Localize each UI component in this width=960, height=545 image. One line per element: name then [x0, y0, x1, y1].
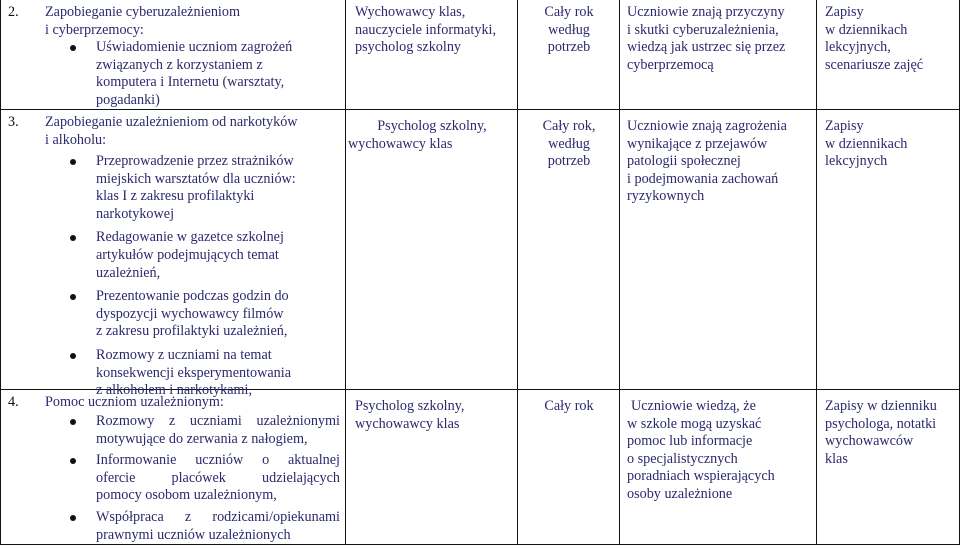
list-item: Informowanie uczniów o aktualnej ofercie placówek udzielających pomocy osobom uzależnionym,: [96, 452, 340, 505]
row-title: Zapobieganie uzależnieniom od narkotyków i alkoholu:: [45, 114, 298, 148]
list-item: Rozmowy z uczniami na temat konsekwencji eksperymentowania z alkoholem i narkotykami,: [96, 347, 340, 400]
row-number: 2.: [8, 4, 19, 20]
list-item: Rozmowy z uczniami uzależnionymi motywujące do zerwania z nałogiem,: [96, 413, 340, 448]
evaluation-cell: Zapisy w dziennikach lekcyjnych, scenariusze zajęć: [825, 4, 924, 73]
task-list: [96, 153, 340, 400]
evaluation-cell: Zapisy w dzienniku psychologa, notatki wychowawców klas: [825, 398, 937, 467]
effect-cell: Uczniowie znają przyczyny i skutki cyberuzależnienia, wiedzą jak ustrzec się przez cyberprzemocą: [627, 4, 786, 73]
bullet-icon: [70, 419, 76, 425]
evaluation-cell: Zapisy w dziennikach lekcyjnych: [825, 118, 908, 170]
bullet-icon: [70, 353, 76, 359]
responsible-cell: Psycholog szkolny, wychowawcy klas: [355, 398, 465, 432]
bullet-icon: [70, 515, 76, 521]
list-item: Przeprowadzenie przez strażników miejskich warsztatów dla uczniów: klas I z zakresu profilaktyki narkotykowej: [96, 153, 340, 223]
bullet-icon: [70, 159, 76, 165]
row-title: Pomoc uczniom uzależnionym:: [45, 394, 224, 410]
list-item: Redagowanie w gazetce szkolnej artykułów podejmujących temat uzależnień,: [96, 229, 340, 282]
term-cell: Cały rok, według potrzeb: [542, 118, 596, 170]
term-cell: Cały rok według potrzeb: [544, 4, 594, 56]
task-list: [96, 413, 340, 544]
responsible-cell: Wychowawcy klas, nauczyciele informatyki, psycholog szkolny: [355, 4, 497, 56]
task-list: [96, 39, 340, 109]
list-item: Prezentowanie podczas godzin do dyspozycji wychowawcy filmów z zakresu profilaktyki uzależnień,: [96, 288, 340, 341]
effect-cell: Uczniowie wiedzą, że w szkole mogą uzyskać pomoc lub informacje o specjalistycznych poradniach wspierających osoby uzależnione: [627, 398, 775, 502]
list-item: Współpraca z rodzicami/opiekunami prawnymi uczniów uzależnionych: [96, 509, 340, 544]
bullet-icon: [70, 45, 76, 51]
effect-cell: Uczniowie znają zagrożenia wynikające z przejawów patologii społecznej i podejmowania zachowań ryzykownych: [627, 118, 787, 205]
responsible-cell: Psycholog szkolny, wychowawcy klas: [348, 118, 487, 152]
list-item: Uświadomienie uczniom zagrożeń związanych z korzystaniem z komputera i Internetu (warsztaty, pogadanki): [96, 39, 340, 109]
row-number: 4.: [8, 394, 19, 410]
row-number: 3.: [8, 114, 19, 130]
term-cell: Cały rok: [544, 398, 594, 414]
row-title: Zapobieganie cyberuzależnieniom i cyberprzemocy:: [45, 4, 240, 38]
